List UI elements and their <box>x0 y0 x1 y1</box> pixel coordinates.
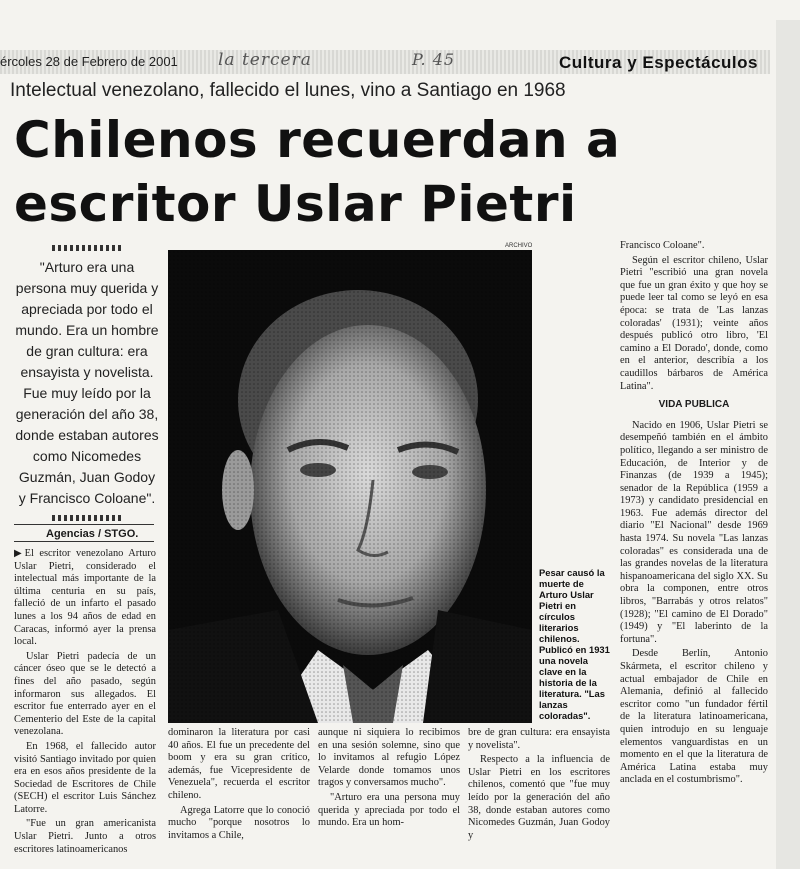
paragraph: Desde Berlín, Antonio Skármeta, el escritor chileno y actual embajador de Chile en Alemania, definió al fallecido escritor como "un fundador fértil de la literatura latinoamericana, quien introdujo en su lenguaje elementos vanguardistas en un momento en el que la literatura de América Latina estaba muy anclada en el costumbrismo". <box>620 648 768 786</box>
portrait-illustration <box>168 250 532 723</box>
article-column-5 <box>620 240 768 789</box>
paragraph: aunque ni siquiera lo recibimos en una sesión solemne, sino que lo invitamos al refugio López Velarde donde tomamos unos tragos y conversamos mucho". <box>318 727 460 789</box>
headline-line-2: escritor Uslar Pietri <box>14 175 577 233</box>
paragraph: En 1968, el fallecido autor visitó Santiago invitado por quien era en esos años presidente de la Sociedad de Escritores de Chile (SECH) el escritor Luis Sánchez Latorre. <box>14 740 156 815</box>
ornament-divider <box>52 515 122 521</box>
headline <box>14 108 774 236</box>
ornament-divider <box>52 245 122 251</box>
paragraph: bre de gran cultura: era ensayista y novelista". <box>468 727 610 751</box>
article-column-1 <box>14 548 156 858</box>
handwritten-note: la tercera <box>218 50 312 70</box>
photo-caption: Pesar causó la muerte de Arturo Uslar Pietri en círculos literarios chilenos. Publicó en 1931 una novela clave en la historia de la literatura. "Las lanzas coloradas". <box>539 567 610 721</box>
triangle-bullet-icon: ▶ <box>14 548 25 559</box>
photo-credit: ARCHIVO <box>505 243 533 249</box>
article-column-3 <box>318 727 460 832</box>
divider <box>14 524 154 525</box>
pull-quote <box>14 245 160 521</box>
page-header <box>0 50 770 74</box>
scan-margin <box>776 20 800 869</box>
paragraph: Uslar Pietri padecía de un cáncer óseo que se le detectó a fines del año pasado, según informaron sus allegados. El escritor fue enterrado ayer en el Cementerio del Este de la capital venezolana. <box>14 650 156 738</box>
handwritten-page-number: P. 45 <box>412 50 456 69</box>
article-column-2 <box>168 727 310 844</box>
byline: Agencias / STGO. <box>46 528 139 540</box>
subheading: VIDA PUBLICA <box>658 399 730 411</box>
divider <box>14 541 154 542</box>
headline-line-1: Chilenos recuerdan a <box>14 111 621 169</box>
paragraph: Nacido en 1906, Uslar Pietri se desempeñó también en el ámbito político, llegando a ser ministro de Educación, de Interior y de Finanzas (de 1939 a 1945); senador de la República (1959 a 1973) y candidato presidencial en 1963. Fue además director del diario "El Nacional" desde 1969 hasta 1974. Su novela "Las lanzas coloradas" es considerada una de las grandes novelas de la literatura hispanoamericana del siglo XX. Su obra la componen, entre otros libros, "Barrabás y otros relatos" (1928); "El camino de El Dorado" (1949) y "El laberinto de la fortuna". <box>620 419 768 645</box>
article-column-4 <box>468 727 610 844</box>
portrait-photo <box>168 250 532 723</box>
paragraph: dominaron la literatura por casi 40 años. El fue un precedente del boom y era su gran crítico, además, fue Vicepresidente de Venezuela", recuerda el escritor chileno. <box>168 727 310 801</box>
paragraph: "Fue un gran americanista Uslar Pietri. Junto a otros escritores latinoamericanos <box>14 818 156 855</box>
paragraph: Agrega Latorre que lo conoció mucho "porque nosotros lo invitamos a Chile, <box>168 804 310 841</box>
paragraph: Respecto a la influencia de Uslar Pietri en los escritores chilenos, comentó que "fue muy leído por la generación del año 38, donde estaban autores como Nicomedes Guzmán, Juan Godoy y <box>468 754 610 841</box>
pull-quote-text: "Arturo era una persona muy querida y apreciada por todo el mundo. Era un hombre de gran cultura: era ensayista y novelista. Fue muy leído por la generación del año 38, donde estaban autores como Nicomedes Guzmán, Juan Godoy y Francisco Coloane". <box>15 259 159 506</box>
paragraph: "Arturo era una persona muy querida y apreciada por todo el mundo. Era un hom- <box>318 791 460 829</box>
paragraph: Francisco Coloane". <box>620 240 705 251</box>
paragraph: Según el escritor chileno, Uslar Pietri "escribió una gran novela que fue un gran éxito y que hoy se puede leer tal como se leyó en esa época: se trata de 'Las lanzas coloradas' (1931); veinte años después publicó otro libro, 'El camino a El Dorado', donde, como en el anterior, describía a los caudillos bárbaros de América Latina". <box>620 254 768 392</box>
section-title: Cultura y Espectáculos <box>558 53 758 72</box>
kicker: Intelectual venezolano, fallecido el lunes, vino a Santiago en 1968 <box>10 80 566 101</box>
paragraph: ▶El escritor venezolano Arturo Uslar Pietri, considerado el intelectual más importante de la última centuria en su país, falleció de un infarto el pasado lunes a los 94 años de edad en Caracas, informó ayer la prensa local. <box>14 548 156 648</box>
issue-date: ércoles 28 de Febrero de 2001 <box>0 54 178 69</box>
